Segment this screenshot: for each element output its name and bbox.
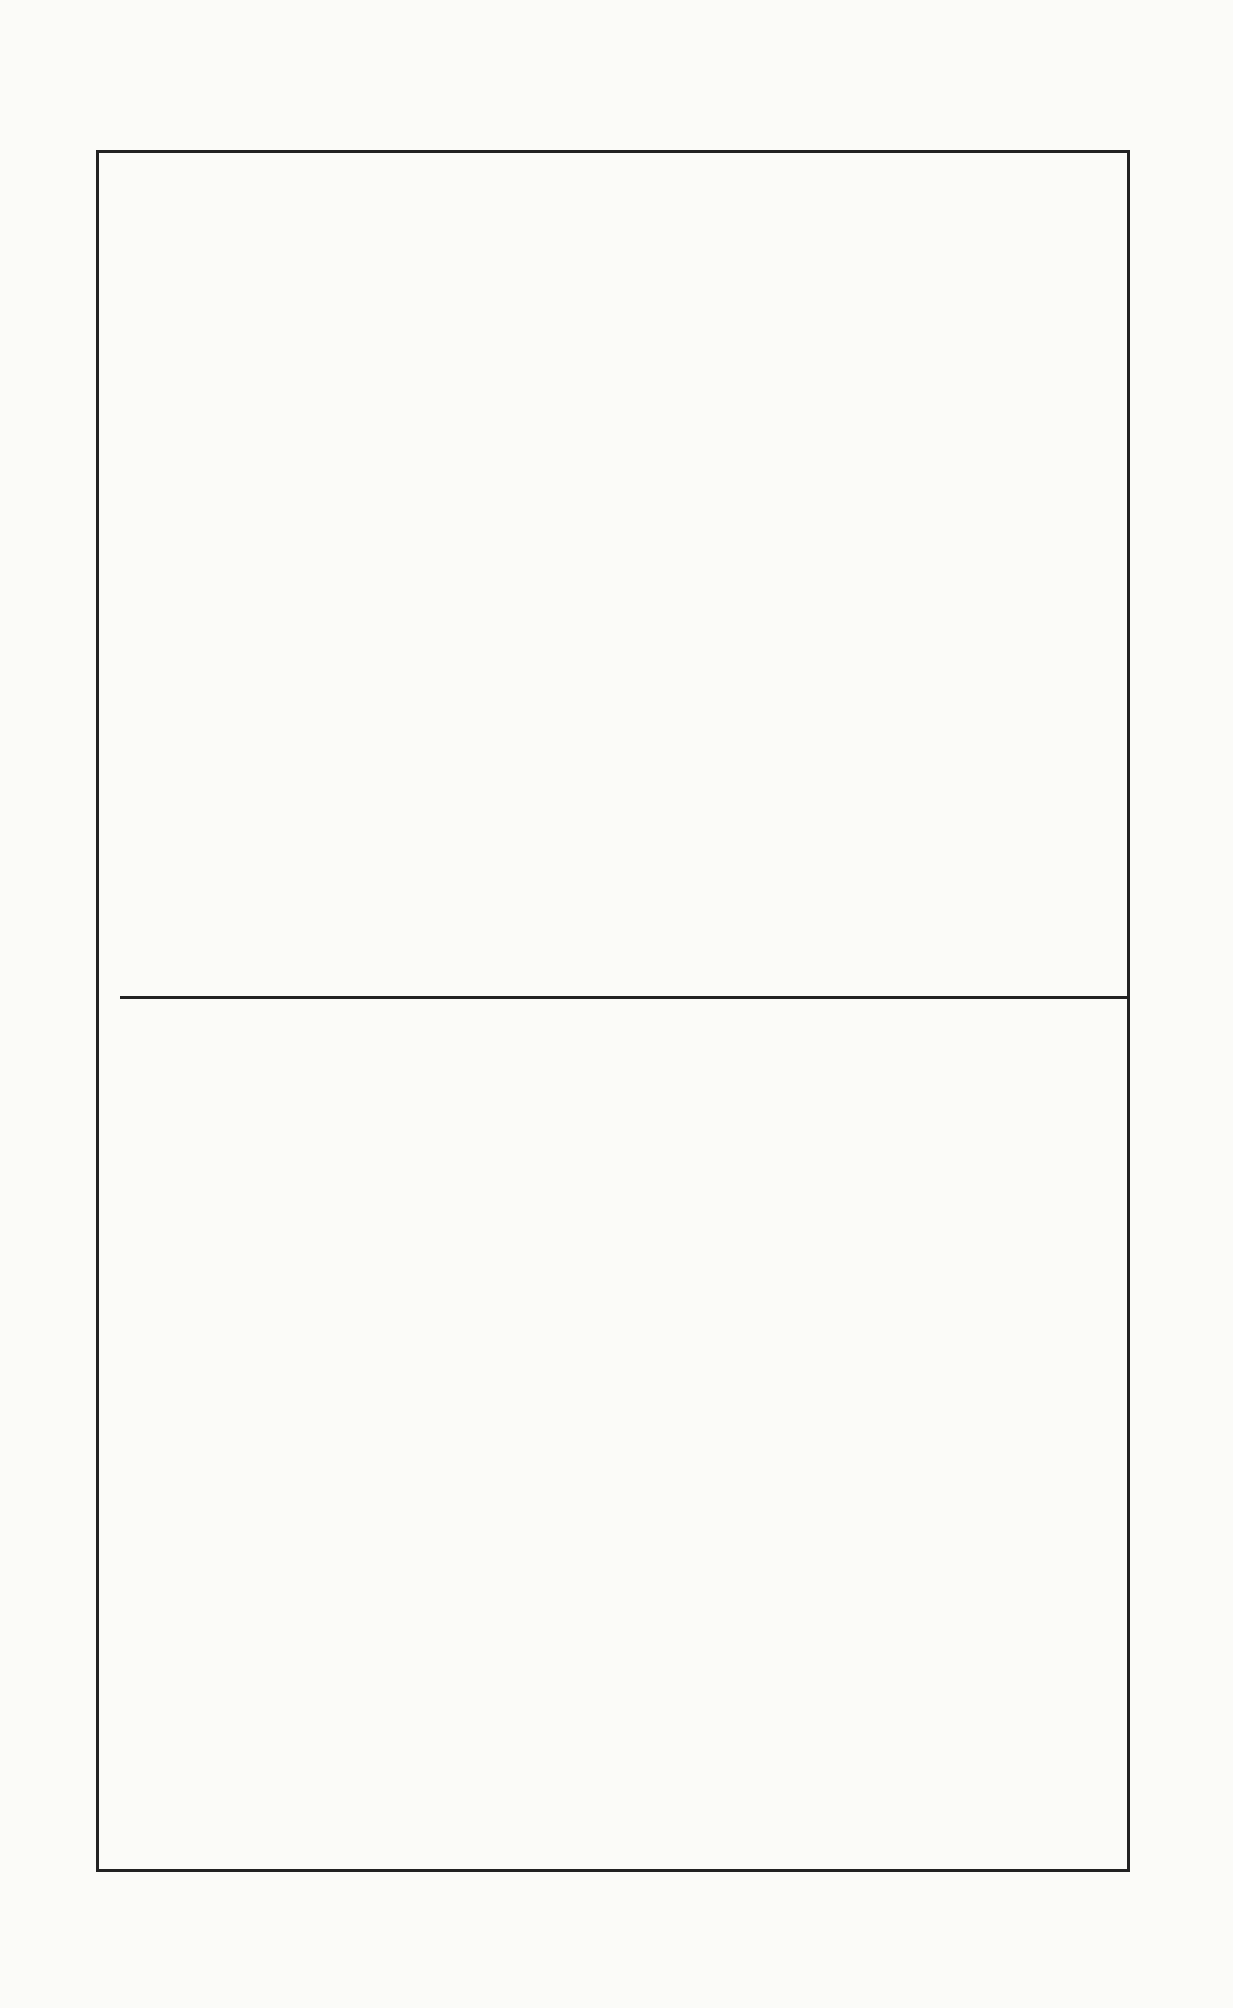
watermark xyxy=(600,1000,790,1033)
bottom-section xyxy=(120,1035,1110,1815)
section-divider xyxy=(120,996,1130,999)
top-section xyxy=(120,170,1110,970)
